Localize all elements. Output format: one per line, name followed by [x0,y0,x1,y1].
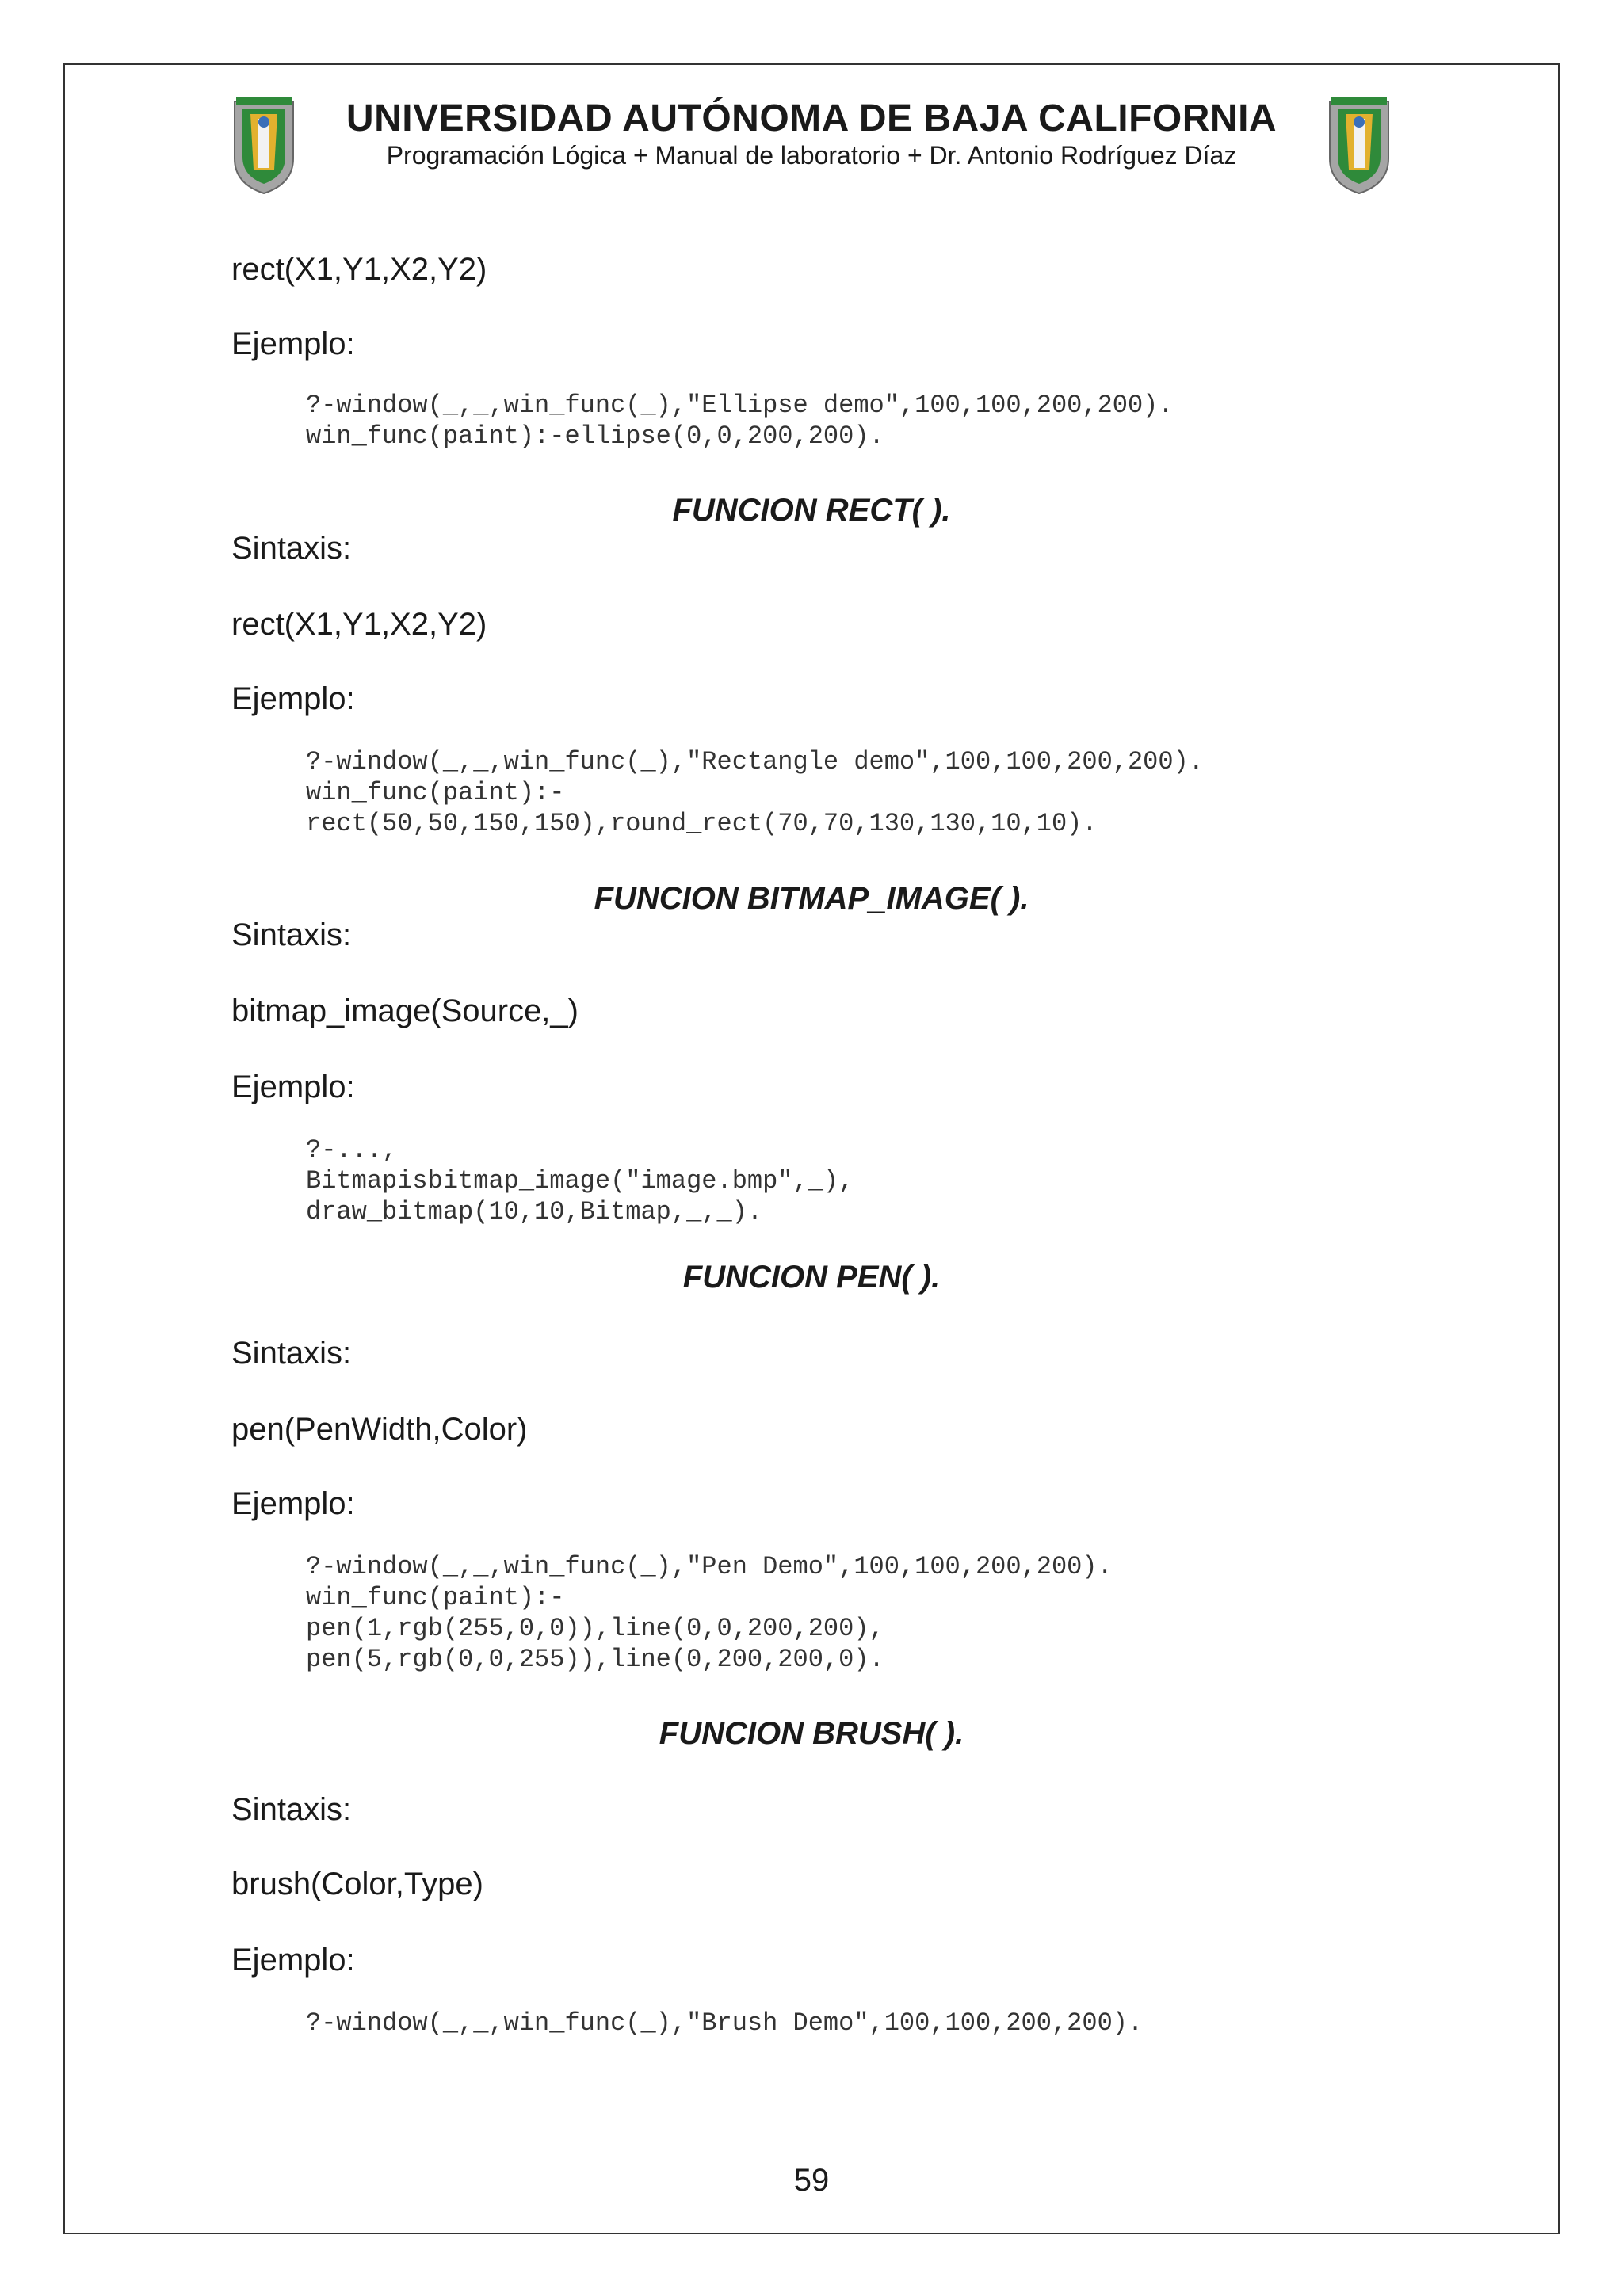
code-line: ?-window(_,_,win_func(_),"Brush Demo",100,100,200,200). [306,2008,1144,2038]
syntax-text: pen(PenWidth,Color) [231,1412,528,1447]
code-line: ?-..., [306,1135,398,1165]
code-line: win_func(paint):- [306,778,565,807]
code-line: ?-window(_,_,win_func(_),"Rectangle demo",100,100,200,200). [306,747,1204,776]
example-label: Ejemplo: [231,1070,355,1104]
syntax-text: rect(X1,Y1,X2,Y2) [231,252,487,287]
code-line: rect(50,50,150,150),round_rect(70,70,130,130,10,10). [306,809,1098,838]
code-line: pen(5,rgb(0,0,255)),line(0,200,200,0). [306,1645,884,1674]
syntax-text: rect(X1,Y1,X2,Y2) [231,607,487,642]
manual-subtitle: Programación Lógica + Manual de laboratorio + Dr. Antonio Rodríguez Díaz [386,141,1237,170]
example-label: Ejemplo: [231,681,355,716]
university-title: UNIVERSIDAD AUTÓNOMA DE BAJA CALIFORNIA [346,97,1277,139]
example-label: Ejemplo: [231,1486,355,1521]
syntax-label: Sintaxis: [231,531,352,566]
syntax-text: brush(Color,Type) [231,1867,483,1901]
page-number: 59 [793,2163,830,2198]
code-line: win_func(paint):- [306,1583,565,1612]
code-line: Bitmapisbitmap_image("image.bmp",_), [306,1166,854,1196]
section-heading-bitmap-image: FUNCION BITMAP_IMAGE( ). [594,881,1029,916]
code-line: ?-window(_,_,win_func(_),"Ellipse demo",100,100,200,200). [306,391,1174,420]
section-heading-pen: FUNCION PEN( ). [682,1260,941,1295]
example-label: Ejemplo: [231,1943,355,1978]
code-line: win_func(paint):-ellipse(0,0,200,200). [306,421,884,451]
section-heading-brush: FUNCION BRUSH( ). [659,1716,964,1751]
section-heading-rect: FUNCION RECT( ). [672,493,951,528]
syntax-text: bitmap_image(Source,_) [231,994,579,1028]
page-frame [63,63,1560,2234]
example-label: Ejemplo: [231,326,355,361]
syntax-label: Sintaxis: [231,1792,352,1827]
code-line: draw_bitmap(10,10,Bitmap,_,_). [306,1197,763,1226]
syntax-label: Sintaxis: [231,1336,352,1371]
page-header [0,0,1623,206]
code-line: pen(1,rgb(255,0,0)),line(0,0,200,200), [306,1614,884,1643]
syntax-label: Sintaxis: [231,917,352,952]
code-line: ?-window(_,_,win_func(_),"Pen Demo",100,100,200,200). [306,1552,1113,1581]
